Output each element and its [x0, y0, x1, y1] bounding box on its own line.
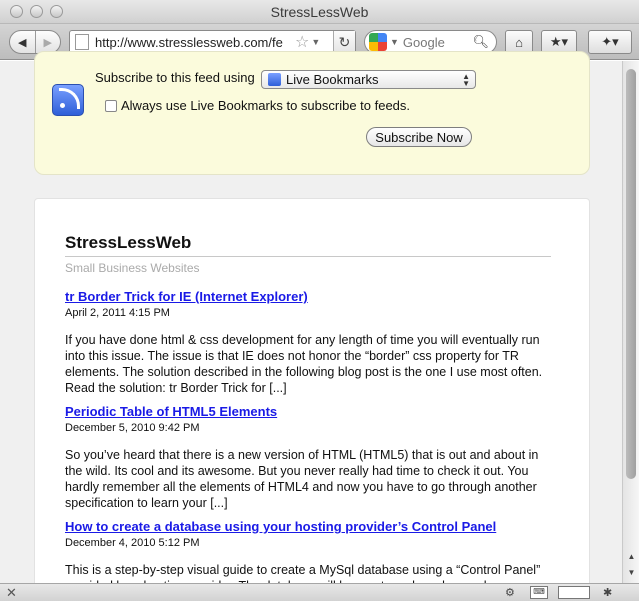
- blog-title: StressLessWeb: [65, 233, 192, 252]
- feed-reader-select[interactable]: [261, 70, 476, 89]
- scrollbar-thumb[interactable]: [626, 69, 636, 479]
- post-date: December 4, 2010 5:12 PM: [65, 537, 200, 549]
- post-title-link[interactable]: Periodic Table of HTML5 Elements: [65, 404, 278, 419]
- post-date: December 5, 2010 9:42 PM: [65, 422, 200, 434]
- back-button[interactable]: [10, 31, 35, 53]
- forward-arrow-icon: ▶: [43, 36, 52, 49]
- addon-button[interactable]: [588, 30, 632, 54]
- post-excerpt: If you have done html & css development for any length of time you will eventually run into this issue. The issue is that IE does not honor the “border” css property for TR elements. The solution described in the following blog post is the one I use most often. Read the solution: tr Border Trick for [...]: [65, 333, 543, 395]
- keyboard-icon[interactable]: ⌨: [530, 586, 548, 599]
- vertical-scrollbar[interactable]: [622, 61, 639, 583]
- close-icon[interactable]: ✕: [6, 585, 17, 600]
- title-bar: [0, 0, 639, 24]
- window-title: StressLessWeb: [270, 4, 369, 20]
- select-arrows-icon: ▲ ▼: [462, 71, 470, 88]
- url-text[interactable]: http://www.stresslessweb.com/fe: [95, 34, 283, 50]
- post-excerpt: So you’ve heard that there is a new version of HTML (HTML5) that is out and about in the wild. Its cool and its awesome. But you never really had time to check it out. You hardly remember all the elements of HTML4 and now you have to go through another specification to learn your [...]: [65, 448, 539, 510]
- blog-subtitle: Small Business Websites: [65, 261, 200, 275]
- rss-feed-icon: [52, 84, 84, 116]
- page-viewport: [0, 61, 622, 583]
- search-engine-dropdown-icon[interactable]: ▼: [390, 37, 399, 47]
- post-title-link[interactable]: How to create a database using your hosting provider’s Control Panel: [65, 519, 497, 534]
- list-item: [65, 404, 565, 511]
- reload-icon: ↻: [338, 33, 351, 50]
- addon-status-icon[interactable]: ⚙: [505, 587, 515, 599]
- search-input[interactable]: Google: [402, 34, 445, 50]
- reload-button[interactable]: [333, 31, 355, 53]
- post-title-link[interactable]: tr Border Trick for IE (Internet Explorer): [65, 289, 308, 304]
- home-icon: ⌂: [515, 34, 523, 50]
- bookmark-star-icon[interactable]: ☆: [295, 34, 310, 51]
- back-arrow-icon: ◀: [18, 36, 27, 49]
- list-item: [65, 289, 565, 396]
- always-use-label[interactable]: Always use Live Bookmarks to subscribe to feeds.: [121, 98, 411, 113]
- subscribe-now-button[interactable]: Subscribe Now: [366, 127, 472, 147]
- live-bookmarks-icon: [268, 73, 281, 86]
- scroll-arrows[interactable]: ▲ ▼: [627, 552, 636, 577]
- post-excerpt: This is a step-by-step visual guide to create a MySql database using a “Control Panel”: [65, 563, 541, 577]
- bug-icon[interactable]: ✱: [603, 587, 613, 599]
- status-dropdown[interactable]: [558, 586, 590, 599]
- search-icon[interactable]: 🔍︎: [472, 34, 489, 49]
- post-date: April 2, 2011 4:15 PM: [65, 307, 170, 319]
- page-icon: [75, 34, 89, 50]
- feed-subscribe-box: [34, 51, 590, 175]
- google-icon[interactable]: [369, 33, 387, 51]
- feed-content-box: [34, 198, 590, 598]
- bookmarks-star-icon: ★▾: [549, 34, 569, 49]
- forward-button[interactable]: [35, 31, 61, 53]
- feed-reader-selected: Live Bookmarks: [286, 72, 379, 87]
- puzzle-icon: ✦▾: [601, 34, 619, 49]
- always-use-checkbox[interactable]: [105, 100, 117, 112]
- title-divider: [65, 256, 551, 257]
- subscribe-label: Subscribe to this feed using: [95, 70, 255, 85]
- url-history-dropdown-icon[interactable]: ▼: [311, 37, 321, 47]
- status-bar: [0, 583, 639, 601]
